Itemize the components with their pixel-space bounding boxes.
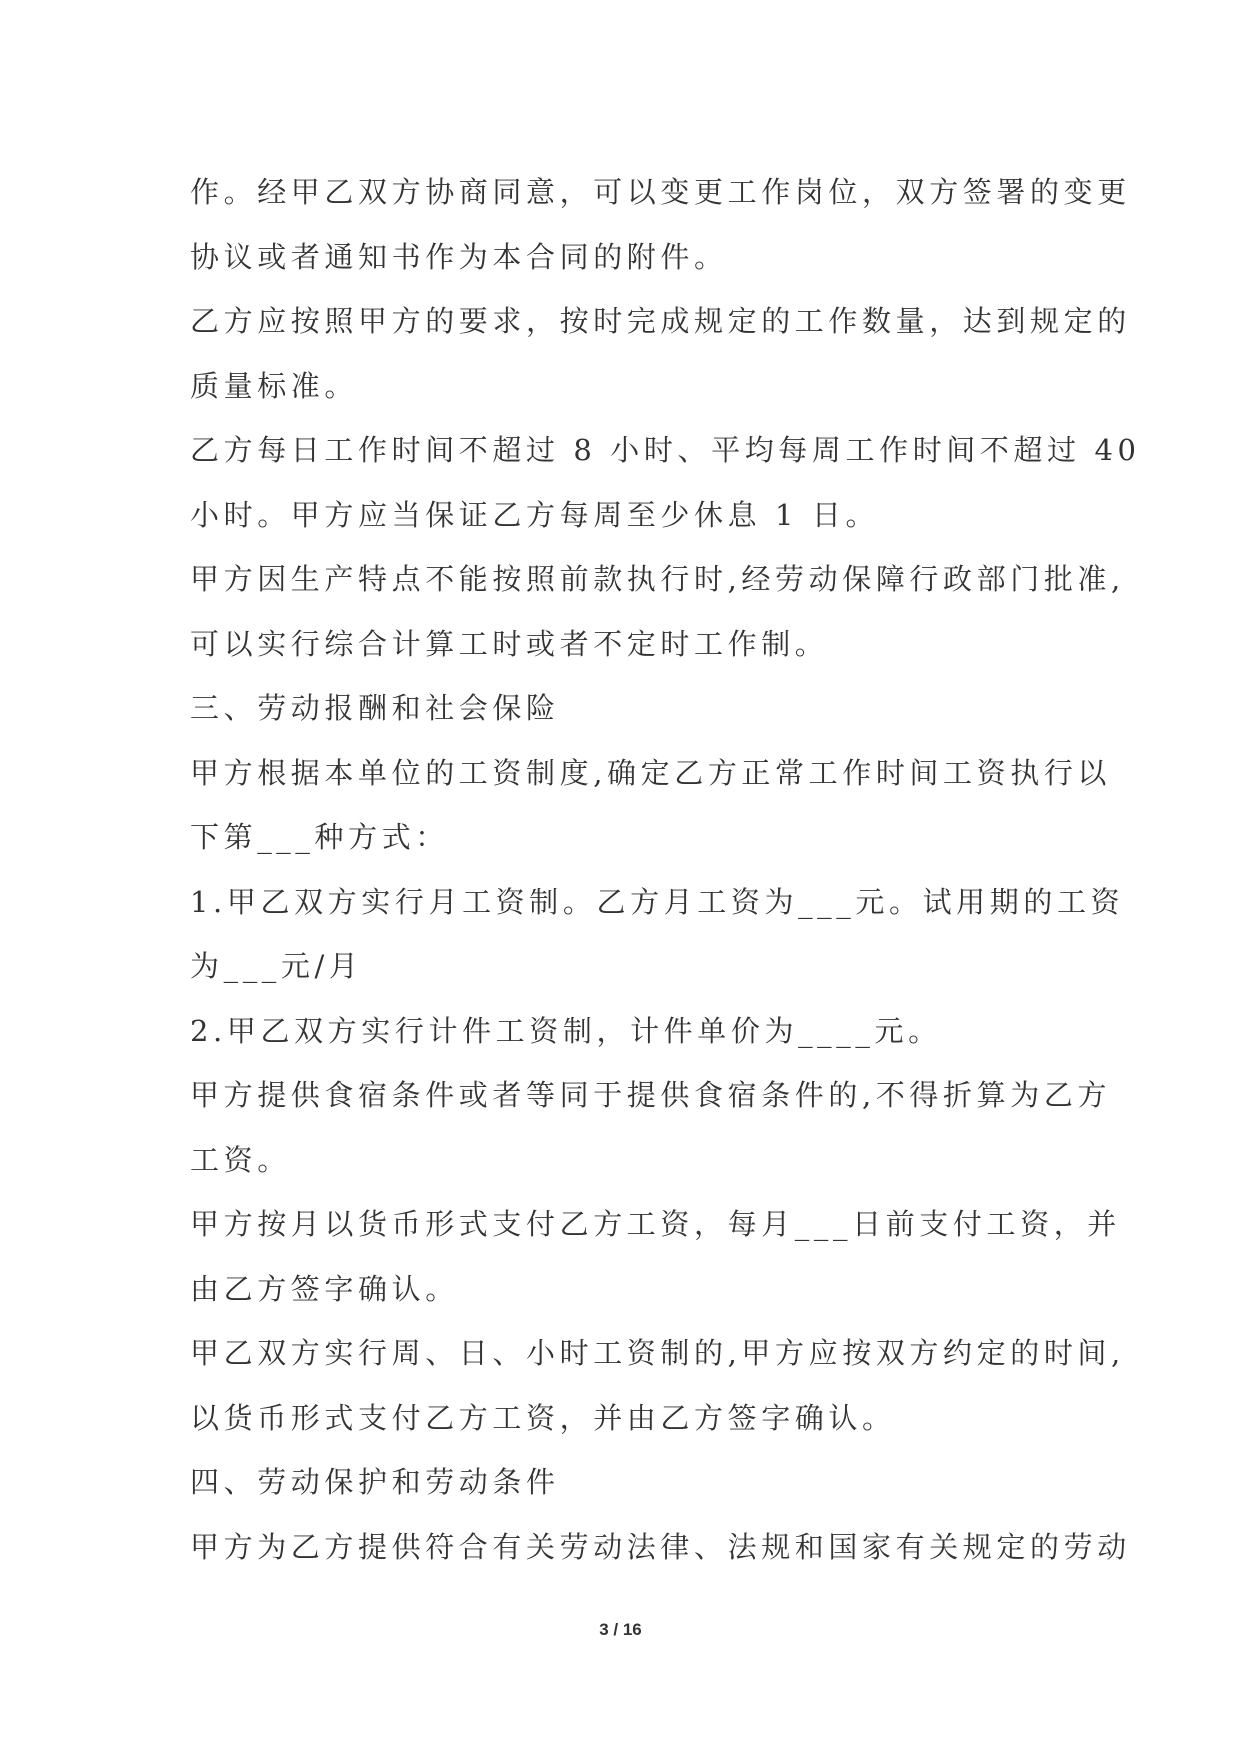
text-line: 乙方应按照甲方的要求，按时完成规定的工作数量，达到规定的 <box>190 304 1131 338</box>
text-line: 甲乙双方实行周、日、小时工资制的,甲方应按双方约定的时间, <box>190 1336 1125 1370</box>
section-heading: 四、劳动保护和劳动条件 <box>190 1465 560 1499</box>
text-line: 1.甲乙双方实行月工资制。乙方月工资为___元。试用期的工资 <box>190 884 1125 919</box>
text-line: 小时。甲方应当保证乙方每周至少休息 1 日。 <box>190 497 880 532</box>
text-line: 由乙方签字确认。 <box>190 1271 459 1306</box>
text-line: 作。经甲乙双方协商同意，可以变更工作岗位，双方签署的变更 <box>190 175 1131 209</box>
text-line: 甲方因生产特点不能按照前款执行时,经劳动保障行政部门批准, <box>190 562 1125 596</box>
section-heading: 三、劳动报酬和社会保险 <box>190 691 560 725</box>
text-line: 质量标准。 <box>190 368 359 403</box>
text-line: 以货币形式支付乙方工资，并由乙方签字确认。 <box>190 1400 896 1435</box>
text-line: 甲方根据本单位的工资制度,确定乙方正常工作时间工资执行以 <box>190 755 1112 790</box>
text-line: 工资。 <box>190 1142 291 1177</box>
text-line: 甲方为乙方提供符合有关劳动法律、法规和国家有关规定的劳动 <box>190 1529 1131 1564</box>
text-line: 甲方提供食宿条件或者等同于提供食宿条件的,不得折算为乙方 <box>190 1078 1112 1112</box>
text-line: 可以实行综合计算工时或者不定时工作制。 <box>190 626 829 661</box>
page-number: 3 / 16 <box>599 1620 642 1639</box>
text-line: 2.甲乙双方实行计件工资制，计件单价为____元。 <box>190 1013 942 1048</box>
text-line: 甲方按月以货币形式支付乙方工资，每月___日前支付工资，并 <box>190 1207 1121 1241</box>
document-body <box>190 160 1141 1579</box>
text-line: 乙方每日工作时间不超过 8 小时、平均每周工作时间不超过 40 <box>190 433 1141 467</box>
text-line: 协议或者通知书作为本合同的附件。 <box>190 239 728 274</box>
text-line: 为___元/月 <box>190 949 363 983</box>
text-line: 下第___种方式： <box>190 820 449 854</box>
